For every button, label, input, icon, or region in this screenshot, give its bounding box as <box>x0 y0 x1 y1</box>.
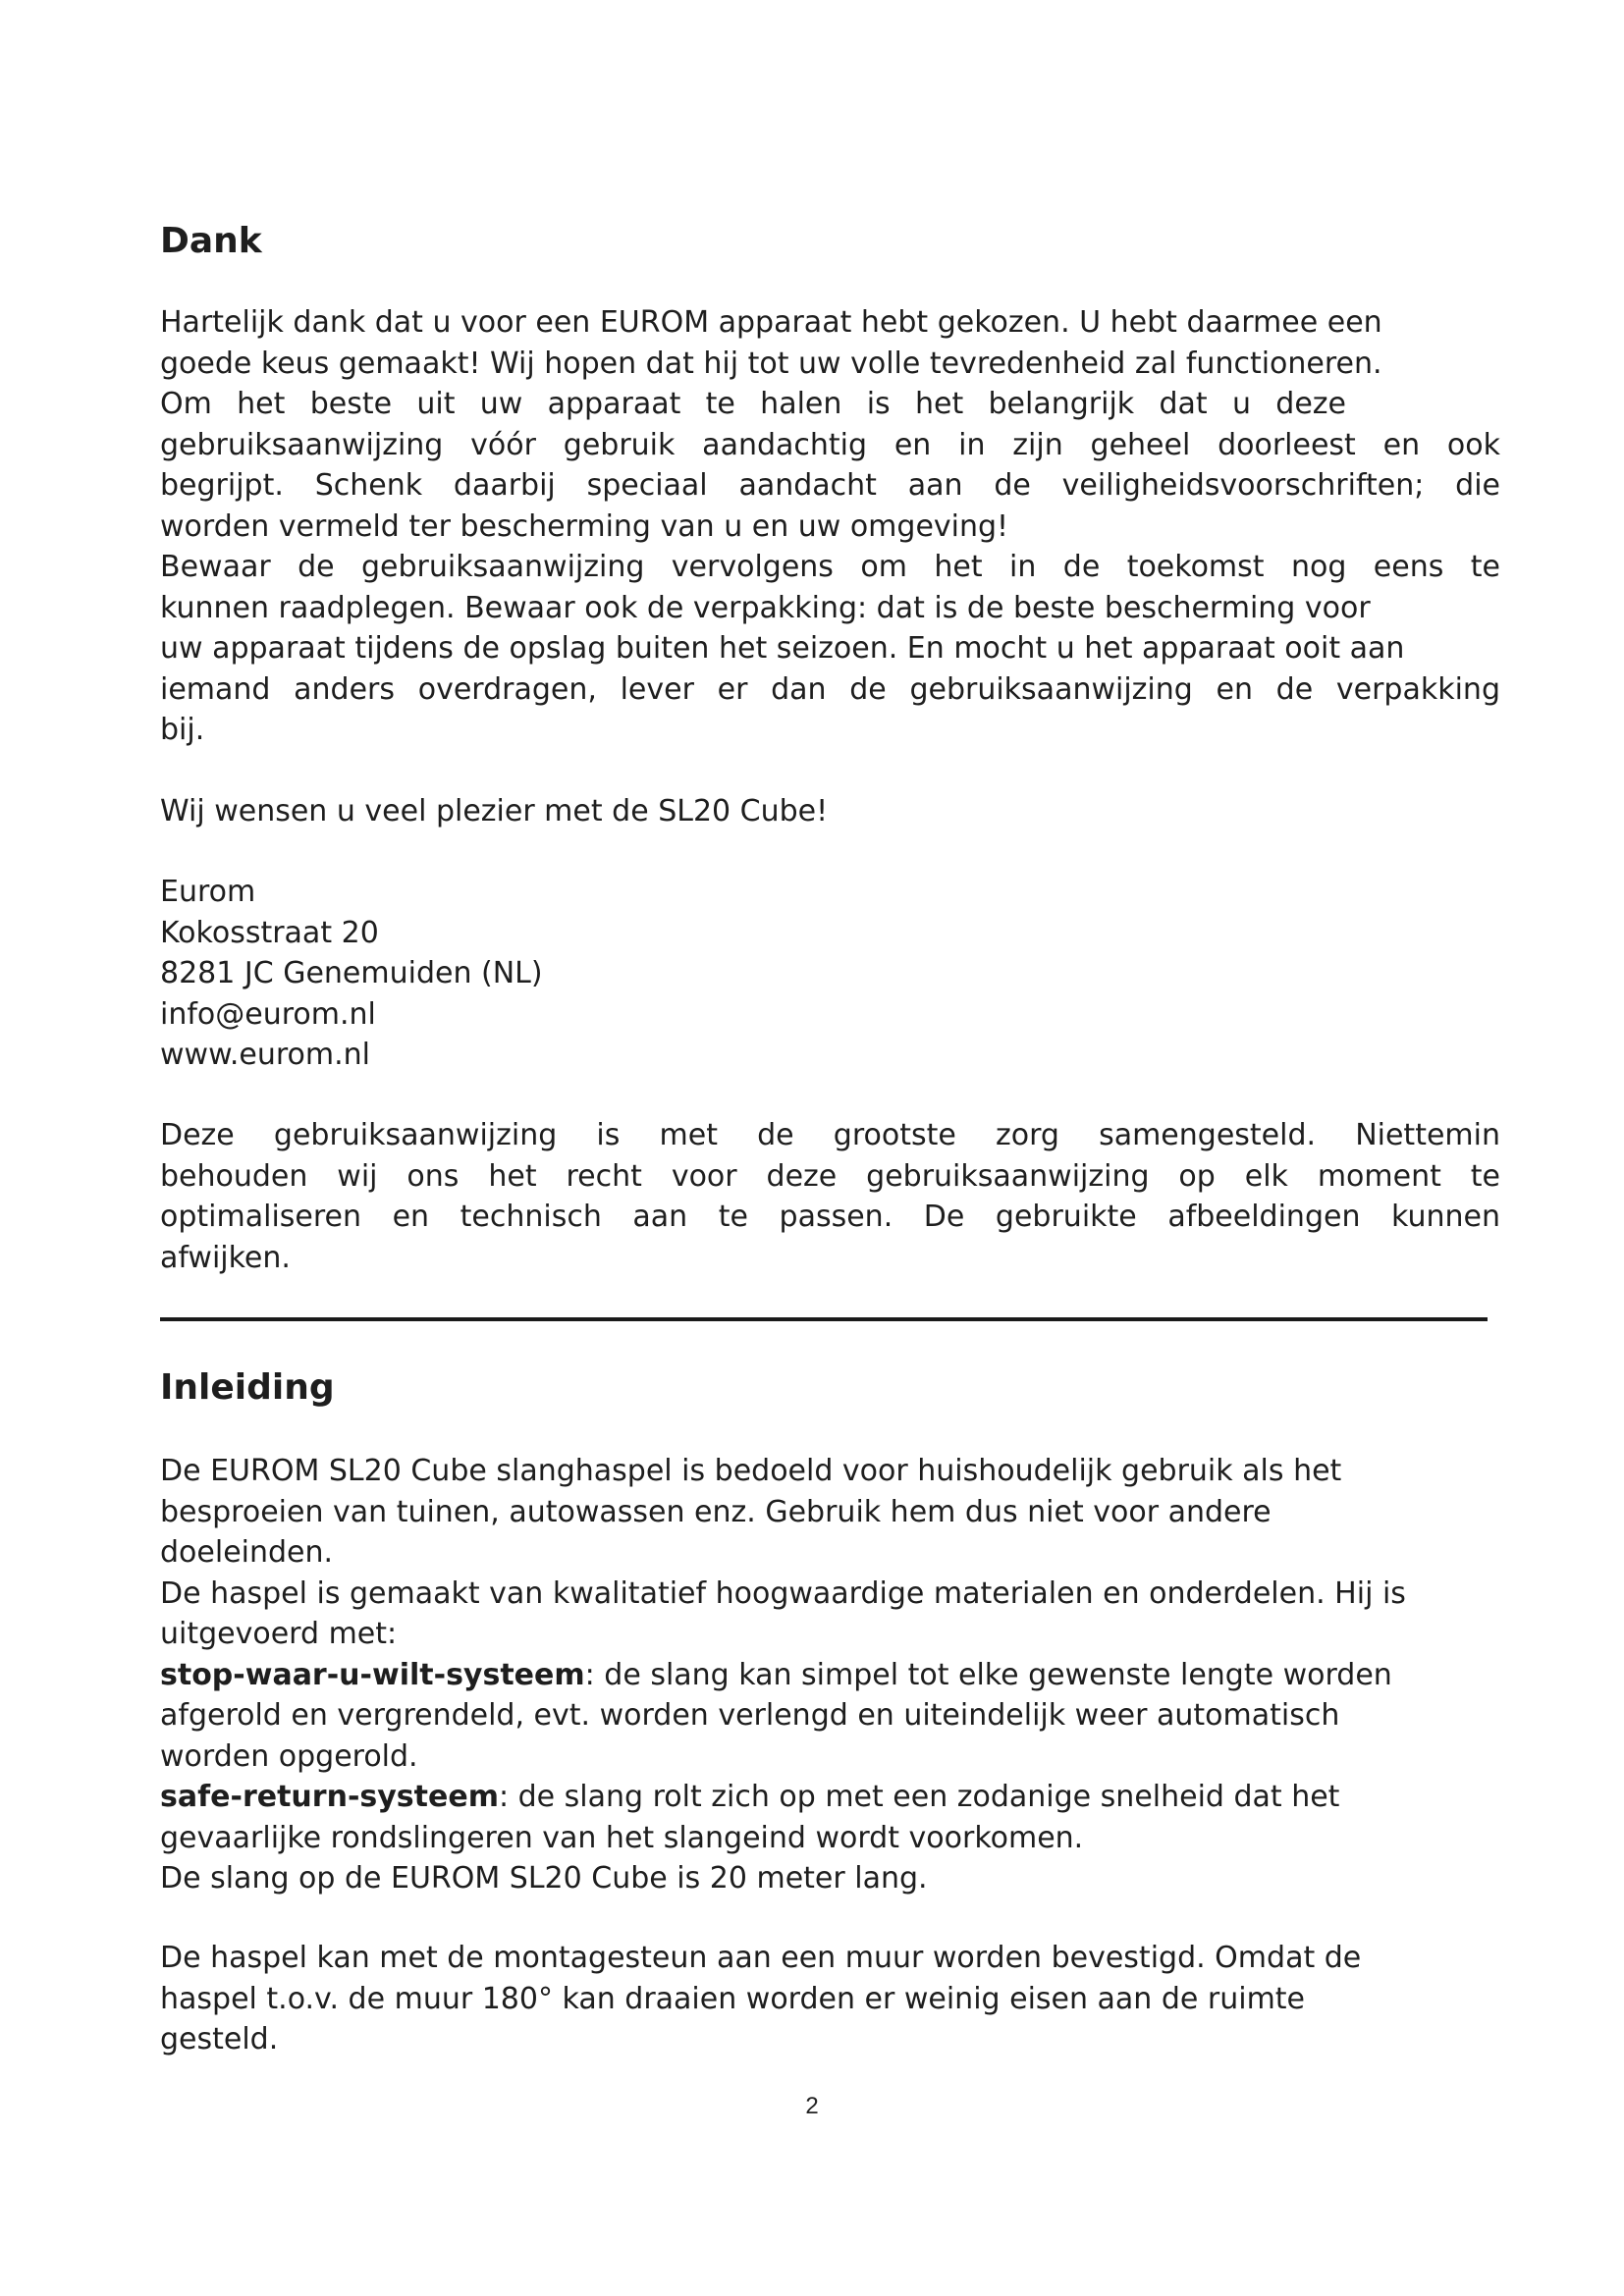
feature-term: safe-return-systeem <box>160 1780 499 1814</box>
paragraph-thanks <box>160 302 1500 751</box>
address-block <box>160 872 1500 1076</box>
email-address: info@eurom.nl <box>160 996 376 1032</box>
paragraph-mounting <box>160 1938 1500 2060</box>
text-line: haspel t.o.v. de muur 180° kan draaien worden er weinig eisen aan de ruimte <box>160 1981 1306 2016</box>
text-line: gesteld. <box>160 2022 279 2056</box>
page-number: 2 <box>805 2093 819 2119</box>
text-line: besproeien van tuinen, autowassen enz. Gebruik hem dus niet voor andere <box>160 1494 1272 1529</box>
text-line: De haspel is gemaakt van kwalitatief hoogwaardige materialen en onderdelen. Hij is <box>160 1575 1406 1611</box>
text-line: goede keus gemaakt! Wij hopen dat hij tot uw volle tevredenheid zal functioneren. <box>160 346 1382 381</box>
text-line: Hartelijk dank dat u voor een EUROM apparaat hebt gekozen. U hebt daarmee een <box>160 305 1382 340</box>
postal-city: 8281 JC Genemuiden (NL) <box>160 956 543 990</box>
text-line: De slang op de EUROM SL20 Cube is 20 meter lang. <box>160 1861 928 1896</box>
section-divider <box>160 1317 1488 1321</box>
text-line: Deze gebruiksaanwijzing is met de grootste zorg samengesteld. Niettemin <box>160 1118 1500 1152</box>
text-line: iemand anders overdragen, lever er dan de gebruiksaanwijzing en de verpakking <box>160 671 1500 707</box>
text-line: uw apparaat tijdens de opslag buiten het seizoen. En mocht u het apparaat ooit aan <box>160 631 1405 666</box>
text-line: gevaarlijke rondslingeren van het slangeind wordt voorkomen. <box>160 1820 1084 1855</box>
text-line: gebruiksaanwijzing vóór gebruik aandachtig en in zijn geheel doorleest en ook <box>160 427 1500 462</box>
text-line: worden opgerold. <box>160 1738 418 1774</box>
text-line: worden vermeld ter bescherming van u en uw omgeving! <box>160 508 1009 544</box>
paragraph-intro <box>160 1451 1500 1899</box>
feature-description: : de slang kan simpel tot elke gewenste lengte worden <box>584 1657 1392 1692</box>
company-name: Eurom <box>160 875 256 909</box>
text-line: Om het beste uit uw apparaat te halen is het belangrijk dat u deze <box>160 387 1346 421</box>
text-line: afgerold en vergrendeld, evt. worden verlengd en uiteindelijk weer automatisch <box>160 1698 1340 1733</box>
website: www.eurom.nl <box>160 1038 370 1072</box>
feature-term: stop-waar-u-wilt-systeem <box>160 1657 585 1692</box>
feature-description: : de slang rolt zich op met een zodanige snelheid dat het <box>498 1780 1340 1814</box>
text-line: Bewaar de gebruiksaanwijzing vervolgens om het in de toekomst nog eens te <box>160 550 1500 584</box>
text-line: optimaliseren en technisch aan te passen. De gebruikte afbeeldingen kunnen <box>160 1200 1500 1234</box>
section-heading-inleiding: Inleiding <box>160 1367 335 1408</box>
paragraph-wish <box>160 791 1500 832</box>
text-line: De haspel kan met de montagesteun aan een muur worden bevestigd. Omdat de <box>160 1941 1362 1975</box>
text-line: Wij wensen u veel plezier met de SL20 Cube! <box>160 794 829 828</box>
street-address: Kokosstraat 20 <box>160 915 379 950</box>
text-line: De EUROM SL20 Cube slanghaspel is bedoeld voor huishoudelijk gebruik als het <box>160 1454 1342 1488</box>
text-line: uitgevoerd met: <box>160 1617 398 1651</box>
text-line: bij. <box>160 713 205 747</box>
text-line: doeleinden. <box>160 1535 334 1570</box>
text-line: kunnen raadplegen. Bewaar ook de verpakking: dat is de beste bescherming voor <box>160 590 1371 625</box>
feature-stop-waar-u-wilt <box>160 1655 1500 1696</box>
text-line: behouden wij ons het recht voor deze gebruiksaanwijzing op elk moment te <box>160 1158 1500 1194</box>
text-line: begrijpt. Schenk daarbij speciaal aandacht aan de veiligheidsvoorschriften; die <box>160 468 1500 503</box>
text-line: afwijken. <box>160 1240 291 1275</box>
paragraph-disclaimer <box>160 1115 1500 1278</box>
feature-safe-return <box>160 1777 1500 1818</box>
section-heading-dank: Dank <box>160 221 262 261</box>
